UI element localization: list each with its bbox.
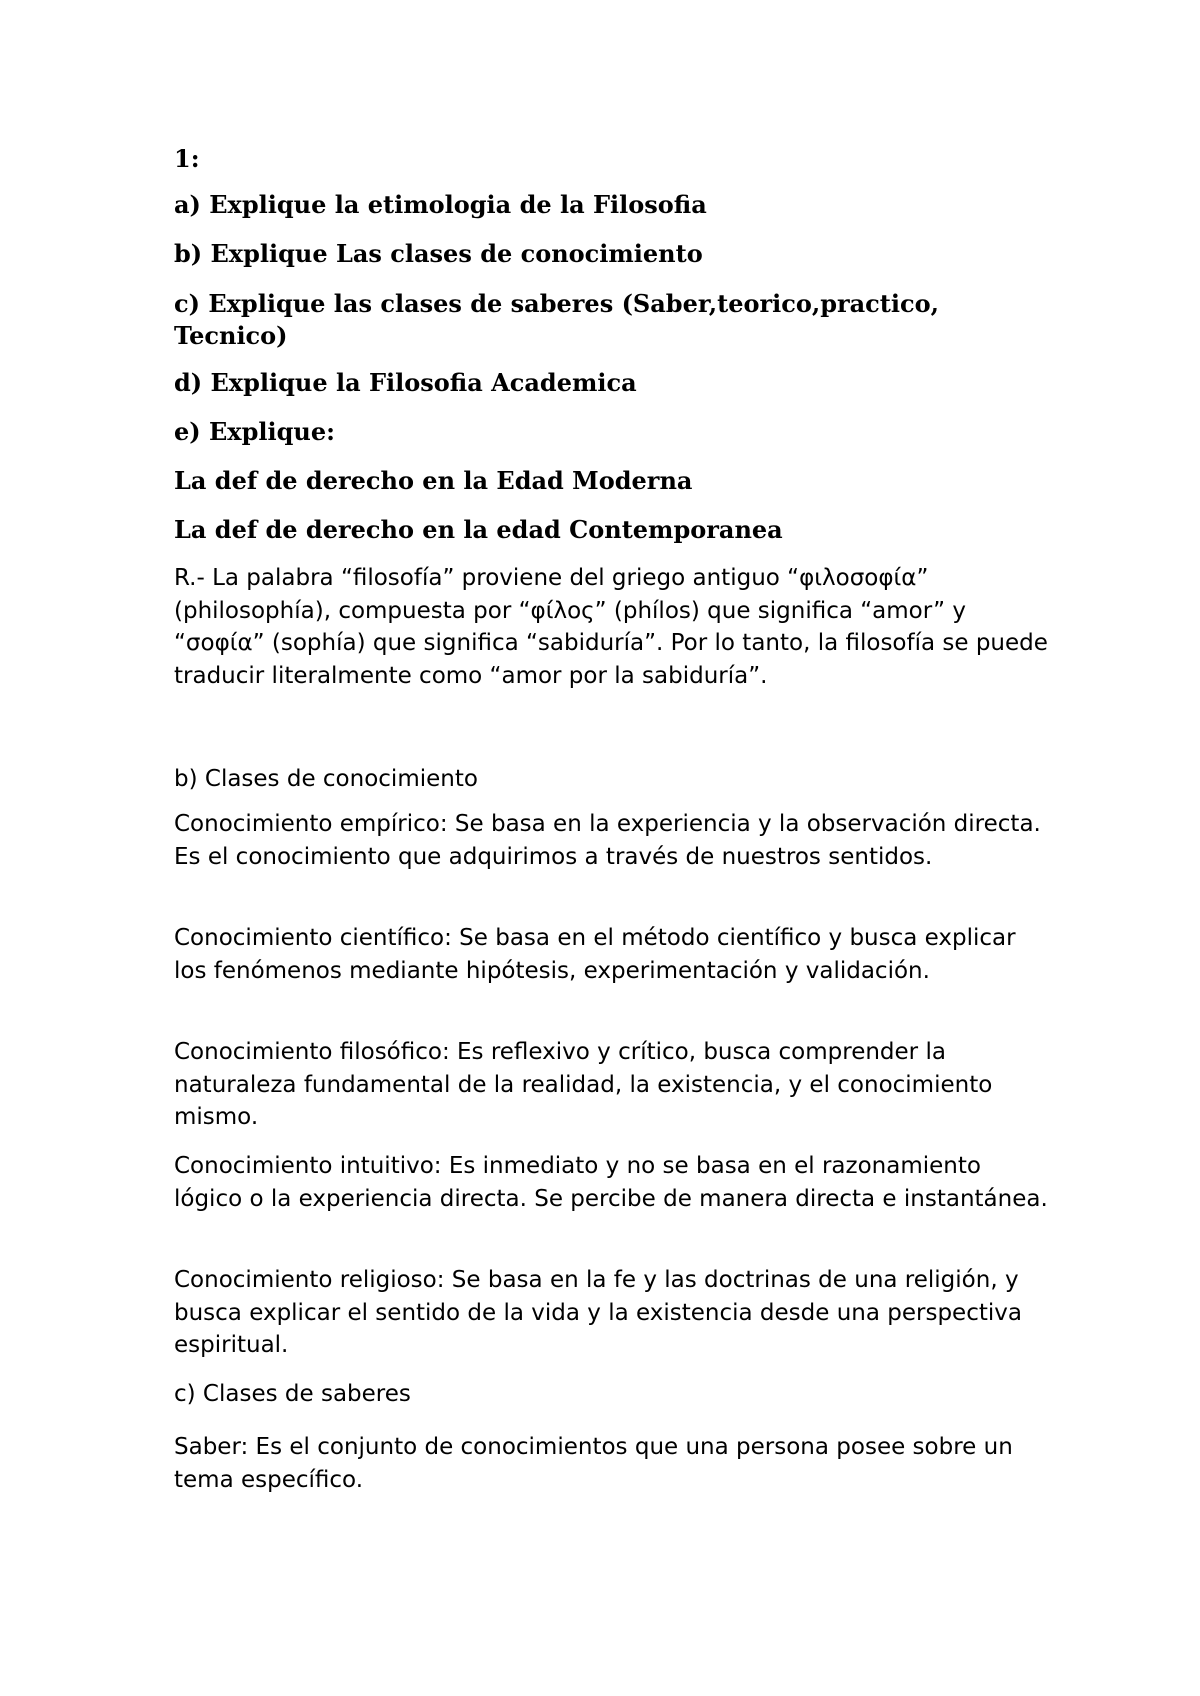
answer-b-item: Conocimiento intuitivo: Es inmediato y no se basa en el razonamiento lógico o la experiencia directa. Se percibe de manera directa e instantánea. (174, 1153, 1048, 1212)
question-number: 1: (174, 144, 200, 173)
question-e: e) Explique: (174, 417, 335, 446)
question-d: d) Explique la Filosofia Academica (174, 368, 637, 397)
answer-b-heading: b) Clases de conocimiento (174, 766, 478, 792)
question-e-item-2: La def de derecho en la edad Contemporanea (174, 515, 783, 544)
question-a: a) Explique la etimologia de la Filosofia (174, 190, 707, 219)
question-e-item-1: La def de derecho en la Edad Moderna (174, 466, 693, 495)
answer-b-item: Conocimiento empírico: Se basa en la experiencia y la observación directa. Es el conocimiento que adquirimos a través de nuestros sentidos. (174, 811, 1041, 870)
answer-b-item: Conocimiento religioso: Se basa en la fe y las doctrinas de una religión, y busca explicar el sentido de la vida y la existencia desde una perspectiva espiritual. (174, 1267, 1022, 1358)
question-b: b) Explique Las clases de conocimiento (174, 239, 703, 268)
question-c: c) Explique las clases de saberes (Saber,teorico,practico, Tecnico) (174, 289, 939, 350)
answer-a-paragraph: R.- La palabra “filosofía” proviene del griego antiguo “φιλοσοφία” (philosophía), compuesta por “φίλος” (phílos) que significa “amor” y “σοφία” (sophía) que significa “sabiduría”. Por lo tanto, la filosofía se puede traducir literalmente como “amor por la sabiduría”. (174, 565, 1048, 689)
answer-b-item: Conocimiento científico: Se basa en el método científico y busca explicar los fenómenos mediante hipótesis, experimentación y validación. (174, 925, 1016, 984)
answer-c-heading: c) Clases de saberes (174, 1381, 411, 1407)
answer-c-item: Saber: Es el conjunto de conocimientos que una persona posee sobre un tema específico. (174, 1434, 1013, 1493)
answer-b-item: Conocimiento filosófico: Es reflexivo y crítico, busca comprender la naturaleza fundamental de la realidad, la existencia, y el conocimiento mismo. (174, 1039, 993, 1130)
